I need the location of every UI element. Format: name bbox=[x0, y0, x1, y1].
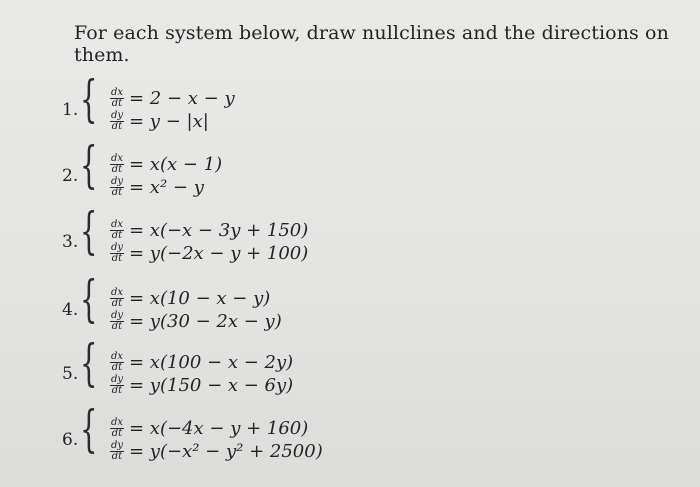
equation-dy: $\frac{dy}{dt}$ = x² − y bbox=[110, 175, 204, 198]
derivative-dx-dt: $\frac{dx}{dt}$ bbox=[110, 86, 124, 109]
equation-dy: $\frac{dy}{dt}$ = y(−x² − y² + 2500) bbox=[110, 439, 323, 462]
equation-dy: $\frac{dy}{dt}$ = y(−2x − y + 100) bbox=[110, 241, 309, 264]
derivative-dy-dt: $\frac{dy}{dt}$ bbox=[110, 109, 124, 132]
system-6 bbox=[62, 400, 422, 466]
system-1 bbox=[62, 70, 422, 136]
derivative-dx-dt: $\frac{dx}{dt}$ bbox=[110, 152, 124, 175]
system-number: 5. bbox=[62, 364, 79, 384]
derivative-dy-dt: $\frac{dy}{dt}$ bbox=[110, 373, 124, 396]
derivative-dy-dt: $\frac{dy}{dt}$ bbox=[110, 175, 124, 198]
left-brace-icon: { bbox=[80, 202, 98, 260]
system-2 bbox=[62, 136, 422, 202]
equation-dx: $\frac{dx}{dt}$ = x(10 − x − y) bbox=[110, 286, 271, 309]
equation-dy: $\frac{dy}{dt}$ = y(30 − 2x − y) bbox=[110, 309, 282, 332]
system-number: 6. bbox=[62, 430, 79, 450]
derivative-dx-dt: $\frac{dx}{dt}$ bbox=[110, 286, 124, 309]
equation-dx: $\frac{dx}{dt}$ = x(−4x − y + 160) bbox=[110, 416, 309, 439]
equation-dy: $\frac{dy}{dt}$ = y(150 − x − 6y) bbox=[110, 373, 294, 396]
equation-dx: $\frac{dx}{dt}$ = x(100 − x − 2y) bbox=[110, 350, 294, 373]
left-brace-icon: { bbox=[80, 400, 98, 458]
system-3 bbox=[62, 202, 422, 268]
left-brace-icon: { bbox=[80, 70, 98, 128]
derivative-dy-dt: $\frac{dy}{dt}$ bbox=[110, 439, 124, 462]
derivative-dy-dt: $\frac{dy}{dt}$ bbox=[110, 309, 124, 332]
derivative-dy-dt: $\frac{dy}{dt}$ bbox=[110, 241, 124, 264]
equation-dx: $\frac{dx}{dt}$ = x(x − 1) bbox=[110, 152, 223, 175]
left-brace-icon: { bbox=[80, 270, 98, 328]
equation-dx: $\frac{dx}{dt}$ = 2 − x − y bbox=[110, 86, 235, 109]
system-5 bbox=[62, 334, 422, 400]
derivative-dx-dt: $\frac{dx}{dt}$ bbox=[110, 218, 124, 241]
instructions-heading: For each system below, draw nullclines and the directions on them. bbox=[74, 22, 669, 66]
system-4 bbox=[62, 270, 422, 336]
system-number: 2. bbox=[62, 166, 79, 186]
equation-dx: $\frac{dx}{dt}$ = x(−x − 3y + 150) bbox=[110, 218, 309, 241]
derivative-dx-dt: $\frac{dx}{dt}$ bbox=[110, 416, 124, 439]
left-brace-icon: { bbox=[80, 136, 98, 194]
left-brace-icon: { bbox=[80, 334, 98, 392]
system-number: 1. bbox=[62, 100, 79, 120]
equation-dy: $\frac{dy}{dt}$ = y − |x| bbox=[110, 109, 209, 132]
derivative-dx-dt: $\frac{dx}{dt}$ bbox=[110, 350, 124, 373]
system-number: 4. bbox=[62, 300, 79, 320]
system-number: 3. bbox=[62, 232, 79, 252]
